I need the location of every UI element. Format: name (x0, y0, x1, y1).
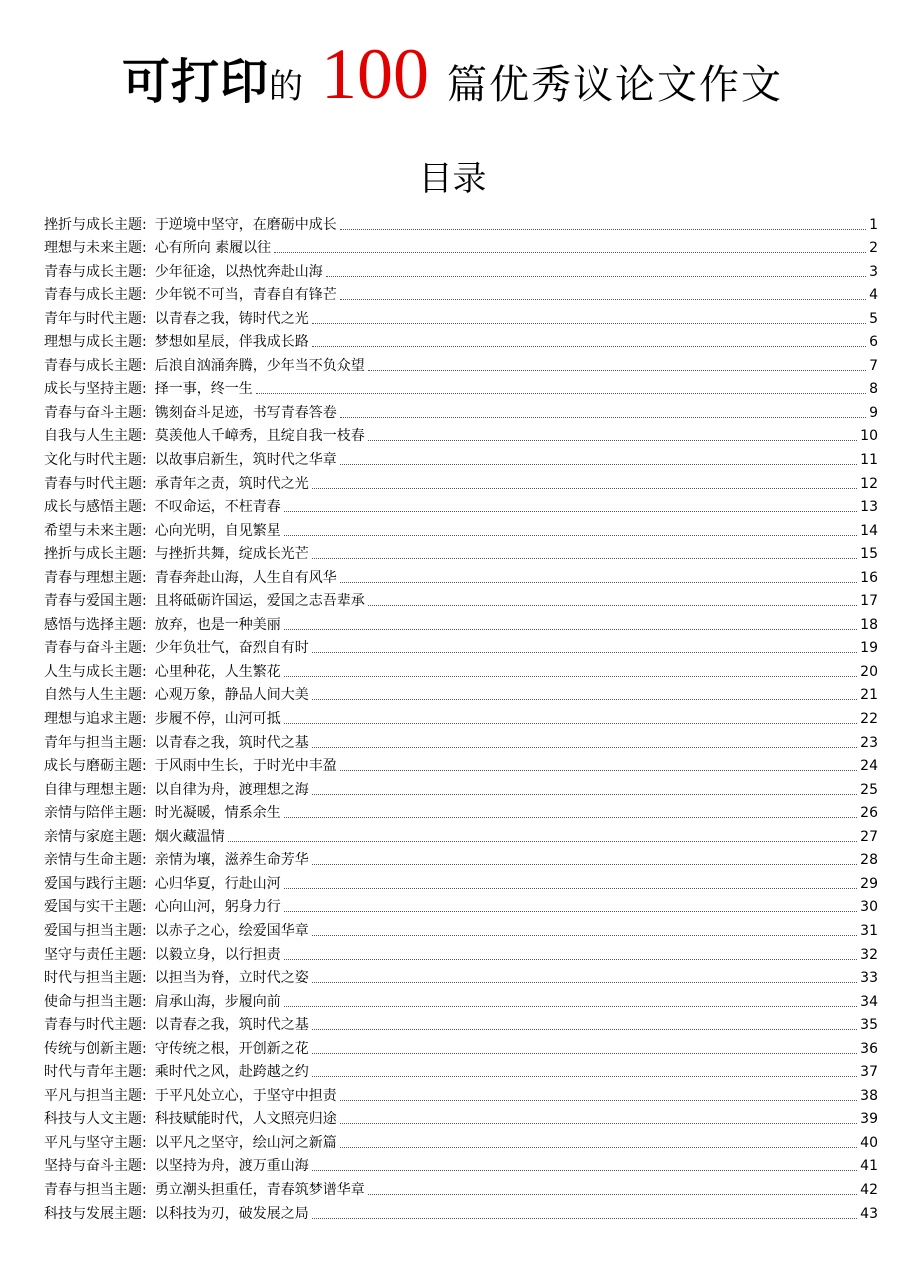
toc-entry[interactable] (44, 940, 878, 964)
toc-entry-page-number: 33 (860, 970, 878, 987)
toc-leader-dots (340, 299, 866, 300)
toc-entry-title: 梦想如星辰，伴我成长路 (154, 334, 309, 351)
toc-leader-dots (312, 488, 857, 489)
toc-entry-title: 心向山河，躬身力行 (154, 899, 281, 916)
toc-entry-separator: : (142, 1158, 147, 1175)
toc-leader-dots (312, 323, 866, 324)
toc-entry-title: 心向光明，自见繁星 (154, 522, 281, 539)
toc-entry-theme: 青春与成长主题 (44, 287, 142, 304)
toc-entry-theme: 理想与成长主题 (44, 334, 142, 351)
toc-entry-title: 以担当为脊，立时代之姿 (154, 970, 309, 987)
toc-entry-separator: : (142, 640, 147, 657)
toc-entry-theme: 爱国与实干主题 (44, 899, 142, 916)
toc-entry-page-number: 37 (860, 1064, 878, 1081)
toc-entry[interactable] (44, 1175, 878, 1199)
toc-entry-theme: 理想与未来主题 (44, 240, 142, 257)
toc-entry-page-number: 39 (860, 1111, 878, 1128)
toc-entry[interactable] (44, 516, 878, 540)
toc-entry-separator: : (142, 216, 147, 233)
toc-entry[interactable] (44, 775, 878, 799)
toc-entry-title: 步履不停，山河可抵 (154, 711, 281, 728)
toc-entry-theme: 时代与青年主题 (44, 1064, 142, 1081)
toc-entry[interactable] (44, 728, 878, 752)
toc-entry-title: 与挫折共舞，绽成长光芒 (154, 546, 309, 563)
toc-entry-title: 心观万象，静品人间大美 (154, 687, 309, 704)
toc-entry-title: 以青春之我，筑时代之基 (154, 1017, 309, 1034)
toc-entry-theme: 青春与理想主题 (44, 569, 142, 586)
toc-entry-title: 以平凡之坚守，绘山河之新篇 (154, 1134, 337, 1151)
toc-entry-separator: : (142, 781, 147, 798)
toc-entry[interactable] (44, 375, 878, 399)
toc-entry-separator: : (142, 404, 147, 421)
toc-leader-dots (312, 1076, 857, 1077)
toc-entry-separator: : (142, 805, 147, 822)
toc-entry-theme: 成长与磨砺主题 (44, 758, 142, 775)
toc-entry[interactable] (44, 1058, 878, 1082)
toc-entry-separator: : (142, 428, 147, 445)
toc-entry-page-number: 20 (860, 663, 878, 680)
toc-entry-title: 承青年之责，筑时代之光 (154, 475, 309, 492)
toc-leader-dots (312, 558, 857, 559)
toc-entry-page-number: 19 (860, 640, 878, 657)
toc-leader-dots (312, 864, 857, 865)
toc-entry-theme: 平凡与坚守主题 (44, 1134, 142, 1151)
toc-leader-dots (228, 841, 857, 842)
toc-entry-separator: : (142, 546, 147, 563)
toc-entry-title: 莫羡他人千嶂秀，且绽自我一枝春 (154, 428, 365, 445)
toc-heading: 目录 (418, 159, 487, 199)
toc-entry-title: 以自律为舟，渡理想之海 (154, 781, 309, 798)
toc-leader-dots (312, 699, 857, 700)
toc-entry-title: 于风雨中生长，于时光中丰盈 (154, 758, 337, 775)
toc-entry-separator: : (142, 287, 147, 304)
toc-entry-theme: 坚守与责任主题 (44, 946, 142, 963)
toc-entry[interactable] (44, 422, 878, 446)
toc-entry-separator: : (142, 922, 147, 939)
toc-entry-page-number: 36 (860, 1040, 878, 1057)
toc-entry-separator: : (142, 1087, 147, 1104)
toc-entry-theme: 青春与成长主题 (44, 263, 142, 280)
toc-leader-dots (312, 935, 857, 936)
toc-entry-page-number: 41 (860, 1158, 878, 1175)
toc-entry[interactable] (44, 563, 878, 587)
toc-entry[interactable] (44, 752, 878, 776)
toc-entry-page-number: 34 (860, 993, 878, 1010)
toc-entry-page-number: 7 (869, 357, 878, 374)
toc-entry[interactable] (44, 1011, 878, 1035)
toc-entry-page-number: 35 (860, 1017, 878, 1034)
toc-entry-separator: : (142, 1181, 147, 1198)
toc-leader-dots (312, 1218, 857, 1219)
toc-leader-dots (368, 370, 866, 371)
toc-entry[interactable] (44, 257, 878, 281)
toc-entry-separator: : (142, 452, 147, 469)
toc-entry-page-number: 30 (860, 899, 878, 916)
toc-entry-theme: 青春与成长主题 (44, 357, 142, 374)
toc-entry[interactable] (44, 657, 878, 681)
toc-entry-theme: 青春与担当主题 (44, 1181, 142, 1198)
toc-entry-separator: : (142, 970, 147, 987)
toc-entry-title: 且将砥砺许国运，爱国之志吾辈承 (154, 593, 365, 610)
toc-entry[interactable] (44, 846, 878, 870)
toc-entry-theme: 亲情与家庭主题 (44, 828, 142, 845)
toc-entry-title: 以科技为刃，破发展之局 (154, 1205, 309, 1222)
toc-entry-theme: 成长与感悟主题 (44, 499, 142, 516)
toc-entry-page-number: 12 (860, 475, 878, 492)
toc-leader-dots (312, 747, 857, 748)
toc-leader-dots (340, 417, 866, 418)
toc-entry-page-number: 4 (869, 287, 878, 304)
toc-leader-dots (340, 1100, 857, 1101)
toc-entry-theme: 科技与人文主题 (44, 1111, 142, 1128)
toc-entry-separator: : (142, 852, 147, 869)
toc-entry-page-number: 15 (860, 546, 878, 563)
toc-entry-separator: : (142, 310, 147, 327)
toc-entry-theme: 亲情与生命主题 (44, 852, 142, 869)
toc-entry-separator: : (142, 334, 147, 351)
toc-entry-page-number: 28 (860, 852, 878, 869)
toc-entry-theme: 科技与发展主题 (44, 1205, 142, 1222)
toc-entry[interactable] (44, 916, 878, 940)
toc-leader-dots (312, 652, 857, 653)
toc-entry-page-number: 40 (860, 1134, 878, 1151)
toc-entry-separator: : (142, 616, 147, 633)
toc-entry-theme: 人生与成长主题 (44, 663, 142, 680)
toc-entry-title: 以坚持为舟，渡万重山海 (154, 1158, 309, 1175)
toc-entry[interactable] (44, 634, 878, 658)
toc-entry-theme: 挫折与成长主题 (44, 546, 142, 563)
toc-entry-page-number: 22 (860, 711, 878, 728)
toc-entry-separator: : (142, 357, 147, 374)
toc-entry-title: 少年征途，以热忱奔赴山海 (154, 263, 323, 280)
toc-leader-dots (326, 276, 866, 277)
toc-entry[interactable] (44, 964, 878, 988)
toc-entry-separator: : (142, 687, 147, 704)
toc-entry-page-number: 18 (860, 616, 878, 633)
toc-entry-title: 青春奔赴山海，人生自有风华 (154, 569, 337, 586)
toc-entry-page-number: 10 (860, 428, 878, 445)
toc-entry[interactable] (44, 1081, 878, 1105)
toc-entry-title: 以青春之我，铸时代之光 (154, 310, 309, 327)
toc-entry[interactable] (44, 304, 878, 328)
toc-entry-separator: : (142, 1111, 147, 1128)
toc-entry-separator: : (142, 1017, 147, 1034)
toc-entry-title: 肩承山海，步履向前 (154, 993, 281, 1010)
toc-entry-title: 心里种花，人生繁花 (154, 663, 281, 680)
title-part3: 篇优秀议论文作文 (447, 62, 783, 108)
toc-entry-separator: : (142, 899, 147, 916)
toc-entry-separator: : (142, 522, 147, 539)
toc-entry-theme: 挫折与成长主题 (44, 216, 142, 233)
toc-entry-separator: : (142, 758, 147, 775)
toc-entry-theme: 坚持与奋斗主题 (44, 1158, 142, 1175)
toc-entry[interactable] (44, 893, 878, 917)
toc-entry-theme: 自律与理想主题 (44, 781, 142, 798)
toc-leader-dots (284, 1006, 857, 1007)
toc-leader-dots (312, 1029, 857, 1030)
toc-entry[interactable] (44, 681, 878, 705)
toc-entry[interactable] (44, 493, 878, 517)
toc-entry-theme: 使命与担当主题 (44, 993, 142, 1010)
toc-entry[interactable] (44, 351, 878, 375)
toc-entry[interactable] (44, 587, 878, 611)
toc-entry[interactable] (44, 210, 878, 234)
toc-list (44, 210, 878, 1223)
toc-entry-title: 镌刻奋斗足迹，书写青春答卷 (154, 404, 337, 421)
toc-entry-title: 乘时代之风，赴跨越之约 (154, 1064, 309, 1081)
toc-entry-page-number: 14 (860, 522, 878, 539)
toc-leader-dots (284, 723, 857, 724)
toc-entry-page-number: 32 (860, 946, 878, 963)
title-part2: 的 (269, 67, 303, 107)
toc-entry-page-number: 3 (869, 263, 878, 280)
toc-entry-separator: : (142, 875, 147, 892)
toc-entry-theme: 平凡与担当主题 (44, 1087, 142, 1104)
toc-entry-page-number: 23 (860, 734, 878, 751)
toc-entry-separator: : (142, 263, 147, 280)
toc-entry[interactable] (44, 281, 878, 305)
toc-leader-dots (284, 511, 857, 512)
toc-entry-separator: : (142, 593, 147, 610)
toc-leader-dots (340, 229, 866, 230)
toc-entry-title: 勇立潮头担重任，青春筑梦谱华章 (154, 1181, 365, 1198)
toc-entry-page-number: 26 (860, 805, 878, 822)
toc-entry-title: 烟火藏温情 (154, 828, 225, 845)
toc-leader-dots (368, 440, 857, 441)
toc-leader-dots (368, 605, 857, 606)
toc-entry-title: 择一事，终一生 (154, 381, 253, 398)
toc-leader-dots (312, 1170, 857, 1171)
toc-entry-page-number: 27 (860, 828, 878, 845)
toc-entry-title: 少年负壮气，奋烈自有时 (154, 640, 309, 657)
toc-entry-separator: : (142, 240, 147, 257)
toc-entry-separator: : (142, 734, 147, 751)
toc-entry[interactable] (44, 610, 878, 634)
toc-entry-page-number: 21 (860, 687, 878, 704)
toc-entry-page-number: 17 (860, 593, 878, 610)
toc-entry-page-number: 1 (869, 216, 878, 233)
toc-entry-theme: 理想与追求主题 (44, 711, 142, 728)
toc-entry-page-number: 2 (869, 240, 878, 257)
toc-leader-dots (312, 1053, 857, 1054)
toc-entry-title: 后浪自汹涌奔腾，少年当不负众望 (154, 357, 365, 374)
toc-leader-dots (312, 346, 866, 347)
toc-entry[interactable] (44, 1199, 878, 1223)
title-part1: 可打印 (121, 54, 269, 110)
toc-entry-separator: : (142, 1134, 147, 1151)
toc-entry-title: 心有所向 素履以往 (154, 240, 272, 257)
toc-entry[interactable] (44, 398, 878, 422)
toc-entry-separator: : (142, 828, 147, 845)
toc-entry-title: 以毅立身，以行担责 (154, 946, 281, 963)
toc-entry-page-number: 43 (860, 1205, 878, 1222)
toc-leader-dots (340, 1147, 857, 1148)
toc-entry-page-number: 16 (860, 569, 878, 586)
toc-entry-theme: 成长与坚持主题 (44, 381, 142, 398)
toc-entry-theme: 感悟与选择主题 (44, 616, 142, 633)
toc-entry-title: 亲情为壤，滋养生命芳华 (154, 852, 309, 869)
toc-entry-title: 不叹命运，不枉青春 (154, 499, 281, 516)
toc-entry-theme: 青春与奋斗主题 (44, 404, 142, 421)
toc-entry-title: 少年锐不可当，青春自有锋芒 (154, 287, 337, 304)
toc-entry-separator: : (142, 1064, 147, 1081)
toc-entry-separator: : (142, 993, 147, 1010)
toc-entry[interactable] (44, 1152, 878, 1176)
toc-entry[interactable] (44, 469, 878, 493)
toc-leader-dots (312, 794, 857, 795)
toc-entry-title: 守传统之根，开创新之花 (154, 1040, 309, 1057)
toc-entry-page-number: 25 (860, 781, 878, 798)
toc-entry-title: 以故事启新生，筑时代之华章 (154, 452, 337, 469)
toc-entry-page-number: 6 (869, 334, 878, 351)
toc-entry-theme: 青春与奋斗主题 (44, 640, 142, 657)
toc-entry[interactable] (44, 704, 878, 728)
toc-entry-page-number: 29 (860, 875, 878, 892)
toc-entry-title: 科技赋能时代，人文照亮归途 (154, 1111, 337, 1128)
toc-entry-separator: : (142, 711, 147, 728)
toc-leader-dots (284, 911, 857, 912)
toc-entry-page-number: 13 (860, 499, 878, 516)
toc-entry-theme: 青春与爱国主题 (44, 593, 142, 610)
toc-entry-page-number: 5 (869, 310, 878, 327)
toc-entry-page-number: 24 (860, 758, 878, 775)
toc-entry-theme: 青春与时代主题 (44, 475, 142, 492)
toc-entry-theme: 爱国与践行主题 (44, 875, 142, 892)
toc-entry[interactable] (44, 822, 878, 846)
toc-entry-separator: : (142, 946, 147, 963)
toc-leader-dots (284, 817, 857, 818)
toc-entry-separator: : (142, 663, 147, 680)
toc-entry-separator: : (142, 475, 147, 492)
toc-entry-theme: 亲情与陪伴主题 (44, 805, 142, 822)
toc-leader-dots (284, 676, 857, 677)
toc-leader-dots (284, 535, 857, 536)
toc-entry-title: 以青春之我，筑时代之基 (154, 734, 309, 751)
toc-entry-page-number: 42 (860, 1181, 878, 1198)
toc-entry-title: 于平凡处立心，于坚守中担责 (154, 1087, 337, 1104)
toc-entry-page-number: 31 (860, 922, 878, 939)
toc-entry-theme: 传统与创新主题 (44, 1040, 142, 1057)
toc-entry[interactable] (44, 234, 878, 258)
toc-entry-page-number: 38 (860, 1087, 878, 1104)
toc-entry-title: 于逆境中坚守，在磨砺中成长 (154, 216, 337, 233)
toc-entry-separator: : (142, 381, 147, 398)
toc-leader-dots (368, 1194, 857, 1195)
toc-entry-theme: 青年与担当主题 (44, 734, 142, 751)
toc-entry-title: 心归华夏，行赴山河 (154, 875, 281, 892)
toc-leader-dots (340, 770, 857, 771)
toc-entry-separator: : (142, 499, 147, 516)
title-number: 100 (321, 34, 429, 114)
toc-entry[interactable] (44, 987, 878, 1011)
toc-entry-theme: 时代与担当主题 (44, 970, 142, 987)
toc-entry[interactable] (44, 1105, 878, 1129)
toc-leader-dots (284, 629, 857, 630)
toc-entry-separator: : (142, 1205, 147, 1222)
toc-entry-theme: 自我与人生主题 (44, 428, 142, 445)
toc-entry[interactable] (44, 869, 878, 893)
toc-leader-dots (340, 1123, 857, 1124)
toc-entry-theme: 自然与人生主题 (44, 687, 142, 704)
toc-leader-dots (340, 582, 857, 583)
toc-entry-theme: 青年与时代主题 (44, 310, 142, 327)
toc-leader-dots (340, 464, 857, 465)
toc-entry-title: 放弃，也是一种美丽 (154, 616, 281, 633)
toc-leader-dots (274, 252, 866, 253)
toc-entry-theme: 文化与时代主题 (44, 452, 142, 469)
document-title (0, 34, 905, 114)
toc-entry[interactable] (44, 799, 878, 823)
toc-entry-theme: 青春与时代主题 (44, 1017, 142, 1034)
toc-entry[interactable] (44, 445, 878, 469)
toc-entry-title: 以赤子之心，绘爱国华章 (154, 922, 309, 939)
toc-entry[interactable] (44, 1128, 878, 1152)
toc-entry-title: 时光凝暖，情系余生 (154, 805, 281, 822)
toc-leader-dots (312, 982, 857, 983)
toc-entry-page-number: 9 (869, 404, 878, 421)
toc-entry-separator: : (142, 1040, 147, 1057)
toc-entry-separator: : (142, 569, 147, 586)
toc-entry-page-number: 8 (869, 381, 878, 398)
toc-entry[interactable] (44, 540, 878, 564)
toc-leader-dots (284, 959, 857, 960)
toc-entry-theme: 爱国与担当主题 (44, 922, 142, 939)
toc-leader-dots (256, 393, 866, 394)
toc-entry[interactable] (44, 328, 878, 352)
toc-entry[interactable] (44, 1034, 878, 1058)
toc-entry-page-number: 11 (860, 452, 878, 469)
toc-leader-dots (284, 888, 857, 889)
toc-entry-theme: 希望与未来主题 (44, 522, 142, 539)
